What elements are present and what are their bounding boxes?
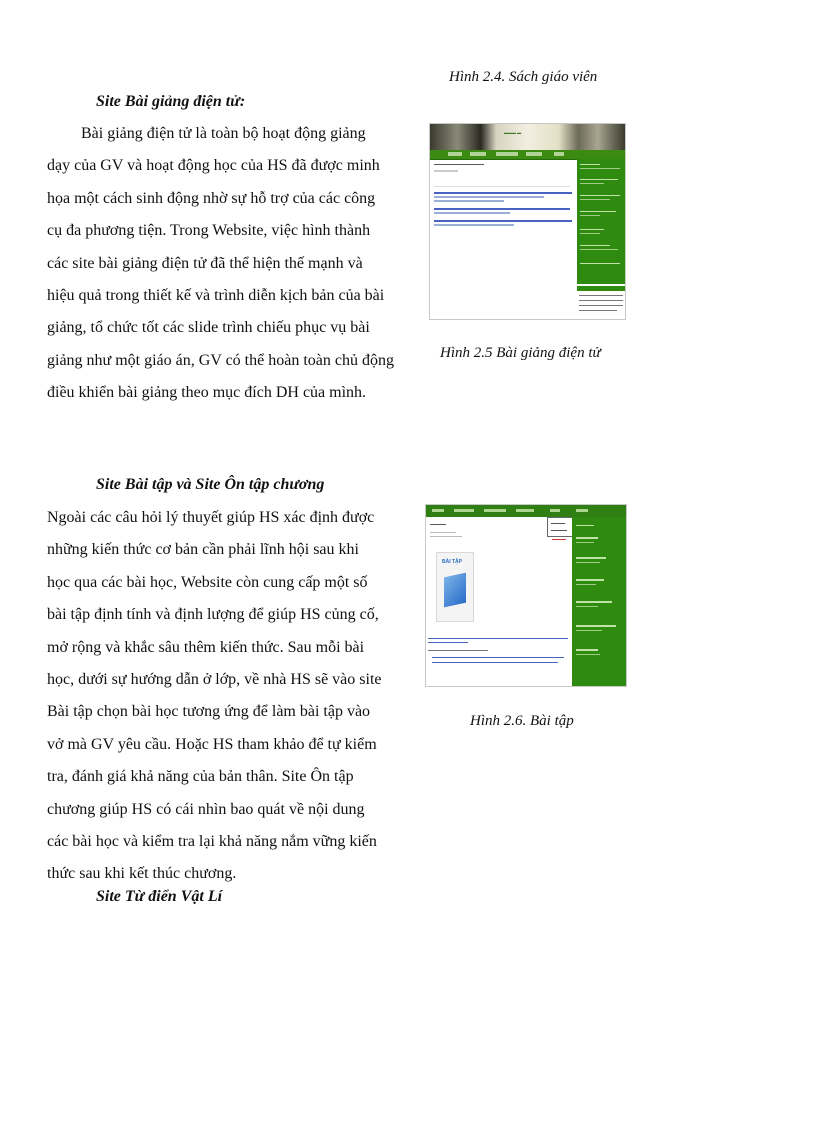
text-line: cụ đa phương tiện. Trong Website, việc hình thành bbox=[47, 222, 371, 240]
section-body-exercises bbox=[47, 502, 418, 891]
text-line: dạy của GV và hoạt động học của HS đã được minh bbox=[47, 157, 380, 175]
section-heading-dictionary: Site Từ điển Vật Lí bbox=[96, 888, 223, 905]
exercise-book-label: BÀI TẬP bbox=[442, 559, 462, 565]
text-line: học qua các bài học, Website còn cung cấp một số bbox=[47, 573, 368, 591]
exercise-book-image bbox=[436, 552, 474, 622]
text-line: các site bài giảng điện tử đã thể hiện thế mạnh và bbox=[47, 254, 363, 272]
text-line: tra, đánh giá khả năng của bản thân. Site Ôn tập bbox=[47, 768, 354, 786]
notebook-icon bbox=[444, 573, 466, 608]
site-sidebar bbox=[577, 159, 625, 284]
figure-caption-2-6: Hình 2.6. Bài tập bbox=[470, 713, 574, 729]
site-dropdown-menu bbox=[547, 517, 573, 537]
site-sidebar-notes bbox=[577, 286, 625, 319]
banner-decoration: ▬▬▬ ▬ bbox=[504, 130, 522, 135]
text-line: những kiến thức cơ bản cần phải lĩnh hội sau khi bbox=[47, 541, 359, 559]
figure-caption-2-5: Hình 2.5 Bài giảng điện tử bbox=[440, 345, 601, 361]
text-line: thức sau khi kết thúc chương. bbox=[47, 865, 237, 883]
site-nav-bar bbox=[426, 505, 626, 517]
site-sidebar bbox=[572, 517, 626, 686]
exercise-site-screenshot bbox=[425, 504, 627, 687]
text-line: học, dưới sự hướng dẫn ở lớp, về nhà HS sẽ vào site bbox=[47, 671, 382, 689]
text-line: các bài học và kiểm tra lại khả năng nắm vững kiến bbox=[47, 833, 377, 851]
text-line: giảng, tổ chức tốt các slide trình chiếu phục vụ bài bbox=[47, 319, 370, 337]
text-line: Ngoài các câu hỏi lý thuyết giúp HS xác định được bbox=[47, 509, 375, 526]
text-line: giảng như một giáo án, GV có thể hoàn toàn chủ động bbox=[47, 351, 394, 369]
section-heading-exercises: Site Bài tập và Site Ôn tập chương bbox=[96, 476, 325, 493]
lecture-site-screenshot bbox=[429, 123, 626, 320]
site-banner-image bbox=[430, 124, 625, 150]
figure-caption-2-4: Hình 2.4. Sách giáo viên bbox=[449, 69, 598, 85]
text-line: bài tập định tính và định lượng để giúp HS củng cố, bbox=[47, 606, 379, 624]
text-line: Bài giảng điện tử là toàn bộ hoạt động giảng bbox=[81, 125, 366, 142]
text-line: Bài tập chọn bài học tương ứng để làm bài tập vào bbox=[47, 703, 371, 721]
section-heading-lecture: Site Bài giảng điện tử: bbox=[96, 93, 246, 110]
section-body-lecture bbox=[47, 118, 418, 410]
text-line: chương giúp HS có cái nhìn bao quát về nội dung bbox=[47, 800, 365, 818]
text-line: mở rộng và khắc sâu thêm kiến thức. Sau mỗi bài bbox=[47, 638, 365, 656]
text-line: hiệu quả trong thiết kế và trình diễn kịch bản của bài bbox=[47, 287, 385, 305]
site-main-content bbox=[434, 162, 574, 312]
text-line: điều khiển bài giảng theo mục đích DH của mình. bbox=[47, 384, 367, 402]
text-line: vở mà GV yêu cầu. Hoặc HS tham khảo để tự kiểm bbox=[47, 735, 377, 753]
text-line: họa một cách sinh động nhờ sự hỗ trợ của các công bbox=[47, 189, 376, 207]
